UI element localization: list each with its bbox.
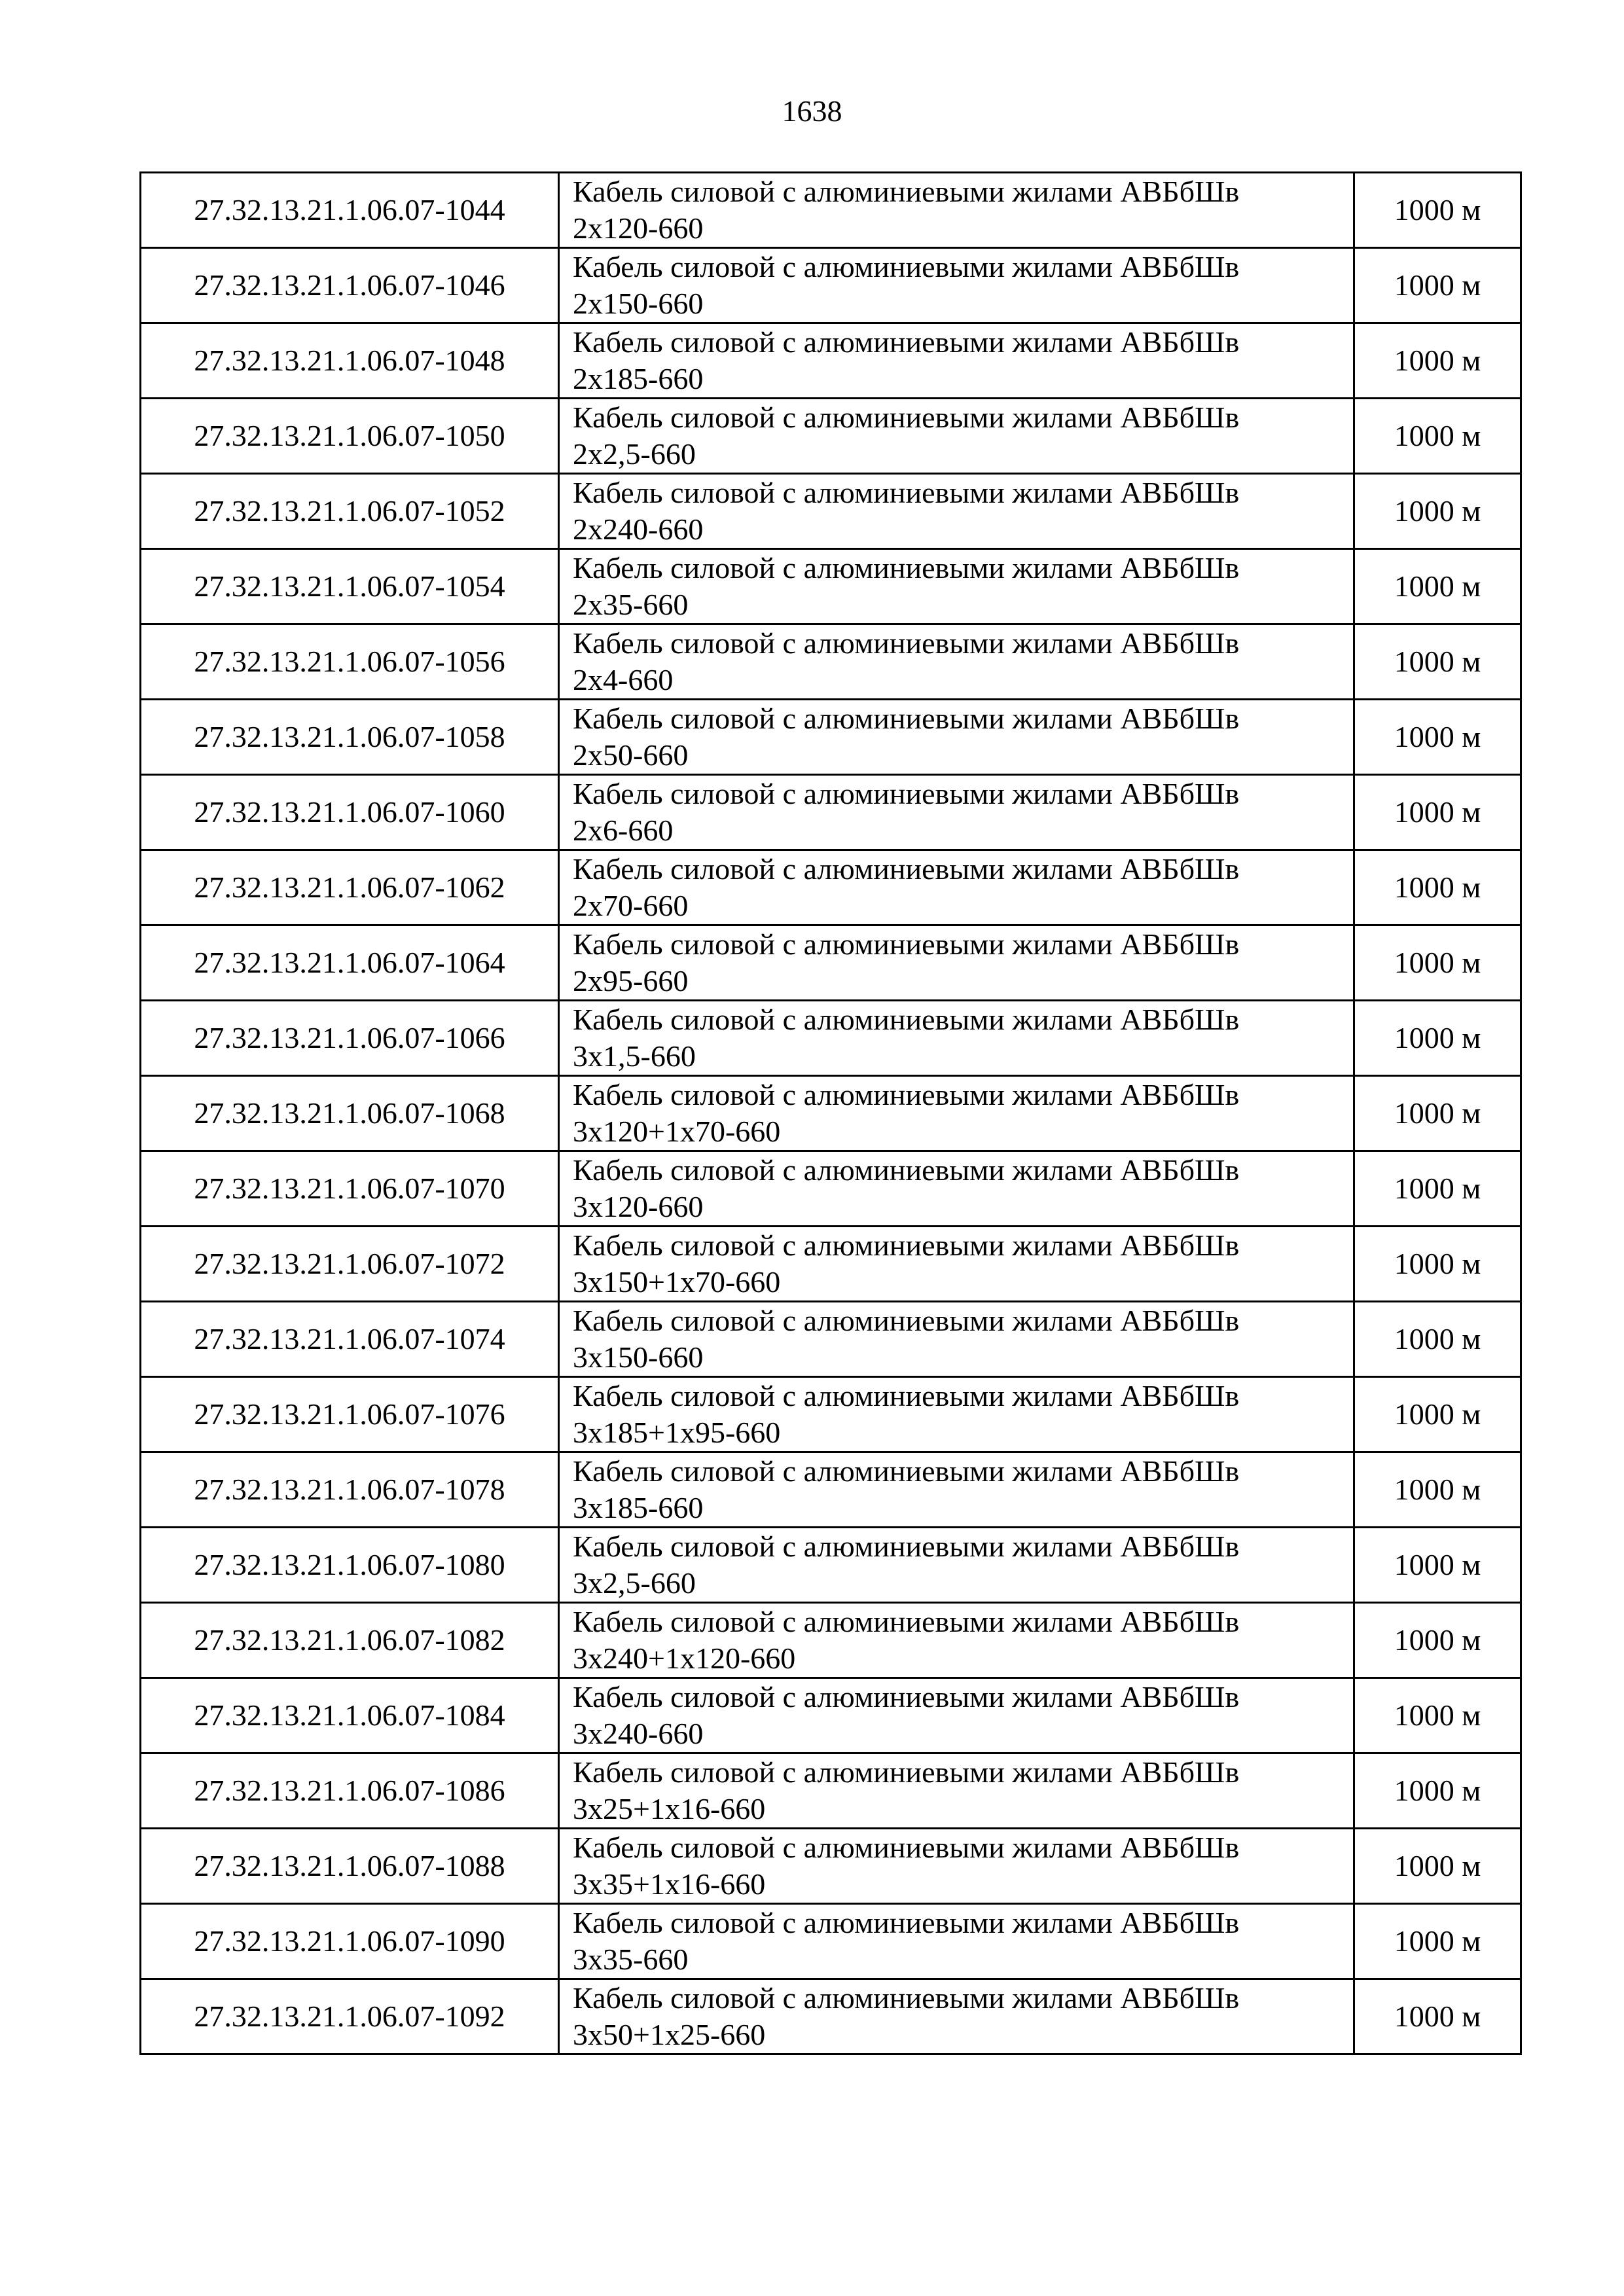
- item-code: 27.32.13.21.1.06.07-1064: [141, 925, 559, 1001]
- item-unit: 1000 м: [1354, 1678, 1521, 1753]
- item-unit: 1000 м: [1354, 1452, 1521, 1528]
- table-row: [141, 775, 1521, 850]
- table-row: [141, 549, 1521, 624]
- item-name-line1: Кабель силовой с алюминиевыми жилами АВБбШв: [573, 927, 1240, 961]
- item-code: 27.32.13.21.1.06.07-1078: [141, 1452, 559, 1528]
- item-unit: 1000 м: [1354, 700, 1521, 775]
- item-name-line1: Кабель силовой с алюминиевыми жилами АВБбШв: [573, 551, 1240, 584]
- item-code: 27.32.13.21.1.06.07-1052: [141, 474, 559, 549]
- item-name: [559, 248, 1354, 323]
- item-name-line1: Кабель силовой с алюминиевыми жилами АВБбШв: [573, 1605, 1240, 1638]
- item-name-line2: 3х150+1х70-660: [573, 1265, 781, 1299]
- item-name-line1: Кабель силовой с алюминиевыми жилами АВБбШв: [573, 250, 1240, 283]
- item-name-line1: Кабель силовой с алюминиевыми жилами АВБбШв: [573, 476, 1240, 509]
- item-name: [559, 1452, 1354, 1528]
- item-name-line2: 3х50+1х25-660: [573, 2018, 766, 2051]
- item-unit: 1000 м: [1354, 1151, 1521, 1227]
- item-name-line2: 2х4-660: [573, 663, 674, 696]
- table-row: [141, 248, 1521, 323]
- item-name-line1: Кабель силовой с алюминиевыми жилами АВБбШв: [573, 626, 1240, 660]
- item-unit: 1000 м: [1354, 173, 1521, 248]
- item-code: 27.32.13.21.1.06.07-1076: [141, 1377, 559, 1452]
- item-unit: 1000 м: [1354, 775, 1521, 850]
- item-name-line2: 2х2,5-660: [573, 437, 696, 471]
- item-unit: 1000 м: [1354, 1302, 1521, 1377]
- item-name-line2: 2х185-660: [573, 362, 704, 395]
- table-row: [141, 1603, 1521, 1678]
- item-code: 27.32.13.21.1.06.07-1090: [141, 1904, 559, 1979]
- item-name: [559, 1302, 1354, 1377]
- table-row: [141, 1227, 1521, 1302]
- item-code: 27.32.13.21.1.06.07-1054: [141, 549, 559, 624]
- item-name: [559, 323, 1354, 399]
- item-name-line1: Кабель силовой с алюминиевыми жилами АВБбШв: [573, 1379, 1240, 1412]
- items-table-body: [141, 173, 1521, 2054]
- item-name-line1: Кабель силовой с алюминиевыми жилами АВБбШв: [573, 852, 1240, 886]
- table-row: [141, 1151, 1521, 1227]
- item-code: 27.32.13.21.1.06.07-1092: [141, 1979, 559, 2054]
- item-name-line2: 2х50-660: [573, 738, 689, 772]
- item-name: [559, 1076, 1354, 1151]
- item-code: 27.32.13.21.1.06.07-1050: [141, 399, 559, 474]
- item-name-line2: 2х6-660: [573, 814, 674, 847]
- item-unit: 1000 м: [1354, 1753, 1521, 1829]
- item-name-line2: 2х35-660: [573, 588, 689, 621]
- table-row: [141, 1302, 1521, 1377]
- item-name-line2: 3х35-660: [573, 1943, 689, 1976]
- table-row: [141, 1377, 1521, 1452]
- item-name-line1: Кабель силовой с алюминиевыми жилами АВБбШв: [573, 777, 1240, 810]
- item-code: 27.32.13.21.1.06.07-1072: [141, 1227, 559, 1302]
- item-code: 27.32.13.21.1.06.07-1048: [141, 323, 559, 399]
- item-unit: 1000 м: [1354, 323, 1521, 399]
- item-name: [559, 925, 1354, 1001]
- item-name: [559, 1678, 1354, 1753]
- item-name-line1: Кабель силовой с алюминиевыми жилами АВБбШв: [573, 401, 1240, 434]
- table-row: [141, 1678, 1521, 1753]
- item-name-line1: Кабель силовой с алюминиевыми жилами АВБбШв: [573, 1755, 1240, 1789]
- item-name-line1: Кабель силовой с алюминиевыми жилами АВБбШв: [573, 702, 1240, 735]
- table-row: [141, 399, 1521, 474]
- item-name: [559, 474, 1354, 549]
- item-unit: 1000 м: [1354, 624, 1521, 700]
- item-code: 27.32.13.21.1.06.07-1086: [141, 1753, 559, 1829]
- item-name-line2: 3х1,5-660: [573, 1039, 696, 1073]
- item-name: [559, 1753, 1354, 1829]
- table-row: [141, 1452, 1521, 1528]
- table-row: [141, 624, 1521, 700]
- item-name-line1: Кабель силовой с алюминиевыми жилами АВБбШв: [573, 1906, 1240, 1939]
- table-row: [141, 1904, 1521, 1979]
- item-name: [559, 624, 1354, 700]
- item-name-line1: Кабель силовой с алюминиевыми жилами АВБбШв: [573, 1680, 1240, 1713]
- item-name-line2: 3х35+1х16-660: [573, 1867, 766, 1901]
- item-name: [559, 1151, 1354, 1227]
- item-unit: 1000 м: [1354, 850, 1521, 925]
- item-code: 27.32.13.21.1.06.07-1060: [141, 775, 559, 850]
- item-name-line2: 2х95-660: [573, 964, 689, 997]
- item-unit: 1000 м: [1354, 1528, 1521, 1603]
- item-name-line2: 3х240+1х120-660: [573, 1641, 796, 1675]
- item-unit: 1000 м: [1354, 399, 1521, 474]
- item-name: [559, 1528, 1354, 1603]
- item-name: [559, 173, 1354, 248]
- item-unit: 1000 м: [1354, 549, 1521, 624]
- item-name-line2: 2х150-660: [573, 287, 704, 320]
- table-row: [141, 850, 1521, 925]
- item-name: [559, 850, 1354, 925]
- table-row: [141, 1001, 1521, 1076]
- item-name-line1: Кабель силовой с алюминиевыми жилами АВБбШв: [573, 1454, 1240, 1488]
- item-name-line1: Кабель силовой с алюминиевыми жилами АВБбШв: [573, 1153, 1240, 1187]
- table-row: [141, 925, 1521, 1001]
- item-unit: 1000 м: [1354, 1979, 1521, 2054]
- item-name-line1: Кабель силовой с алюминиевыми жилами АВБбШв: [573, 1831, 1240, 1864]
- item-code: 27.32.13.21.1.06.07-1082: [141, 1603, 559, 1678]
- item-code: 27.32.13.21.1.06.07-1056: [141, 624, 559, 700]
- item-name-line2: 3х2,5-660: [573, 1566, 696, 1600]
- item-name-line2: 3х150-660: [573, 1340, 704, 1374]
- item-name: [559, 1904, 1354, 1979]
- item-name-line2: 3х185+1х95-660: [573, 1416, 781, 1449]
- item-name-line2: 3х240-660: [573, 1717, 704, 1750]
- item-code: 27.32.13.21.1.06.07-1074: [141, 1302, 559, 1377]
- item-name-line1: Кабель силовой с алюминиевыми жилами АВБбШв: [573, 1981, 1240, 2015]
- table-row: [141, 1076, 1521, 1151]
- item-unit: 1000 м: [1354, 1377, 1521, 1452]
- item-code: 27.32.13.21.1.06.07-1088: [141, 1829, 559, 1904]
- item-code: 27.32.13.21.1.06.07-1068: [141, 1076, 559, 1151]
- item-name-line1: Кабель силовой с алюминиевыми жилами АВБбШв: [573, 1229, 1240, 1262]
- item-name: [559, 1001, 1354, 1076]
- item-unit: 1000 м: [1354, 1829, 1521, 1904]
- item-name: [559, 1377, 1354, 1452]
- table-row: [141, 474, 1521, 549]
- table-row: [141, 323, 1521, 399]
- item-name-line2: 3х185-660: [573, 1491, 704, 1524]
- item-unit: 1000 м: [1354, 1603, 1521, 1678]
- item-name: [559, 399, 1354, 474]
- item-name: [559, 775, 1354, 850]
- item-code: 27.32.13.21.1.06.07-1046: [141, 248, 559, 323]
- item-code: 27.32.13.21.1.06.07-1044: [141, 173, 559, 248]
- item-unit: 1000 м: [1354, 1904, 1521, 1979]
- item-code: 27.32.13.21.1.06.07-1080: [141, 1528, 559, 1603]
- item-unit: 1000 м: [1354, 1001, 1521, 1076]
- item-name-line2: 3х120+1х70-660: [573, 1115, 781, 1148]
- item-unit: 1000 м: [1354, 925, 1521, 1001]
- page-number: 1638: [782, 94, 842, 128]
- item-name-line1: Кабель силовой с алюминиевыми жилами АВБбШв: [573, 1530, 1240, 1563]
- item-name: [559, 1603, 1354, 1678]
- item-code: 27.32.13.21.1.06.07-1062: [141, 850, 559, 925]
- item-name-line2: 3х25+1х16-660: [573, 1792, 766, 1825]
- item-code: 27.32.13.21.1.06.07-1066: [141, 1001, 559, 1076]
- item-name: [559, 1227, 1354, 1302]
- item-name: [559, 700, 1354, 775]
- item-name-line1: Кабель силовой с алюминиевыми жилами АВБбШв: [573, 175, 1240, 208]
- item-name-line2: 2х240-660: [573, 512, 704, 546]
- item-unit: 1000 м: [1354, 1076, 1521, 1151]
- table-row: [141, 1528, 1521, 1603]
- item-code: 27.32.13.21.1.06.07-1070: [141, 1151, 559, 1227]
- item-code: 27.32.13.21.1.06.07-1058: [141, 700, 559, 775]
- item-name-line2: 2х70-660: [573, 889, 689, 922]
- item-code: 27.32.13.21.1.06.07-1084: [141, 1678, 559, 1753]
- item-unit: 1000 м: [1354, 474, 1521, 549]
- item-name: [559, 1829, 1354, 1904]
- table-row: [141, 1979, 1521, 2054]
- item-name-line1: Кабель силовой с алюминиевыми жилами АВБбШв: [573, 325, 1240, 359]
- table-row: [141, 1753, 1521, 1829]
- item-name-line1: Кабель силовой с алюминиевыми жилами АВБбШв: [573, 1003, 1240, 1036]
- table-row: [141, 700, 1521, 775]
- item-unit: 1000 м: [1354, 1227, 1521, 1302]
- item-unit: 1000 м: [1354, 248, 1521, 323]
- item-name: [559, 1979, 1354, 2054]
- item-name-line2: 3х120-660: [573, 1190, 704, 1223]
- item-name-line1: Кабель силовой с алюминиевыми жилами АВБбШв: [573, 1304, 1240, 1337]
- items-table: [139, 171, 1522, 2055]
- item-name-line1: Кабель силовой с алюминиевыми жилами АВБбШв: [573, 1078, 1240, 1111]
- item-name-line2: 2х120-660: [573, 211, 704, 245]
- table-row: [141, 1829, 1521, 1904]
- table-row: [141, 173, 1521, 248]
- item-name: [559, 549, 1354, 624]
